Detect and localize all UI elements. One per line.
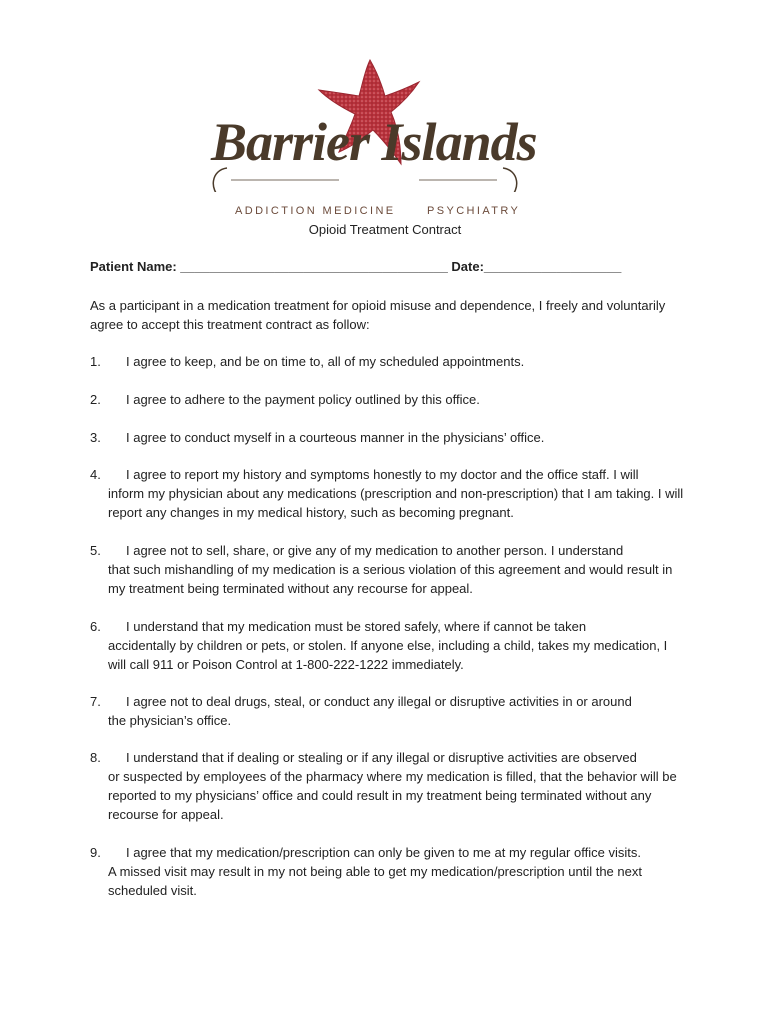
patient-name-date-line: Patient Name: _____________________________________ Date:___________________	[90, 259, 622, 274]
item-number: 5.	[90, 543, 101, 558]
item-number: 6.	[90, 619, 101, 634]
item-text: I agree to keep, and be on time to, all of my scheduled appointments.	[126, 354, 525, 369]
item-text-continued: or suspected by employees of the pharmacy where my medication is filled, that the behavior will be reported to my physicians’ office and could result in my treatment being terminated without any recourse for appeal.	[108, 769, 677, 822]
clinic-logo	[205, 52, 537, 217]
item-text: I agree to adhere to the payment policy outlined by this office.	[126, 392, 480, 407]
item-text-continued: that such mishandling of my medication is a serious violation of this agreement and would result in my treatment being terminated without any recourse for appeal.	[108, 562, 673, 596]
item-text: I understand that my medication must be stored safely, where if cannot be taken	[126, 619, 587, 634]
item-text: I agree to conduct myself in a courteous manner in the physicians’ office.	[126, 430, 545, 445]
item-number: 4.	[90, 467, 101, 482]
item-number: 2.	[90, 392, 101, 407]
item-text-continued: accidentally by children or pets, or stolen. If anyone else, including a child, takes my medication, I will call 911 or Poison Control at 1-800-222-1222 immediately.	[108, 638, 668, 672]
item-number: 8.	[90, 750, 101, 765]
item-text: I agree not to sell, share, or give any of my medication to another person. I understand	[126, 543, 624, 558]
item-text: I agree that my medication/prescription can only be given to me at my regular office visits.	[126, 845, 641, 860]
item-number: 3.	[90, 430, 101, 445]
item-text-continued: inform my physician about any medications (prescription and non-prescription) that I am taking. I will report any changes in my medical history, such as becoming pregnant.	[108, 486, 684, 520]
item-text: I understand that if dealing or stealing or if any illegal or disruptive activities are observed	[126, 750, 637, 765]
document-title: Opioid Treatment Contract	[308, 222, 462, 237]
intro-paragraph: As a participant in a medication treatment for opioid misuse and dependence, I freely and voluntarily agree to accept this treatment contract as follow:	[90, 298, 666, 332]
tagline-psychiatry: PSYCHIATRY	[427, 205, 521, 217]
item-number: 1.	[90, 354, 101, 369]
brand-wordmark: Barrier Islands	[211, 112, 537, 172]
item-text-continued: A missed visit may result in my not being able to get my medication/prescription until the next scheduled visit.	[108, 864, 642, 898]
item-text: I agree to report my history and symptoms honestly to my doctor and the office staff. I will	[126, 467, 639, 482]
item-number: 9.	[90, 845, 101, 860]
item-number: 7.	[90, 694, 101, 709]
item-text: I agree not to deal drugs, steal, or conduct any illegal or disruptive activities in or around	[126, 694, 632, 709]
tagline-addiction-medicine: ADDICTION MEDICINE	[235, 205, 396, 217]
item-text-continued: the physician’s office.	[108, 713, 232, 728]
